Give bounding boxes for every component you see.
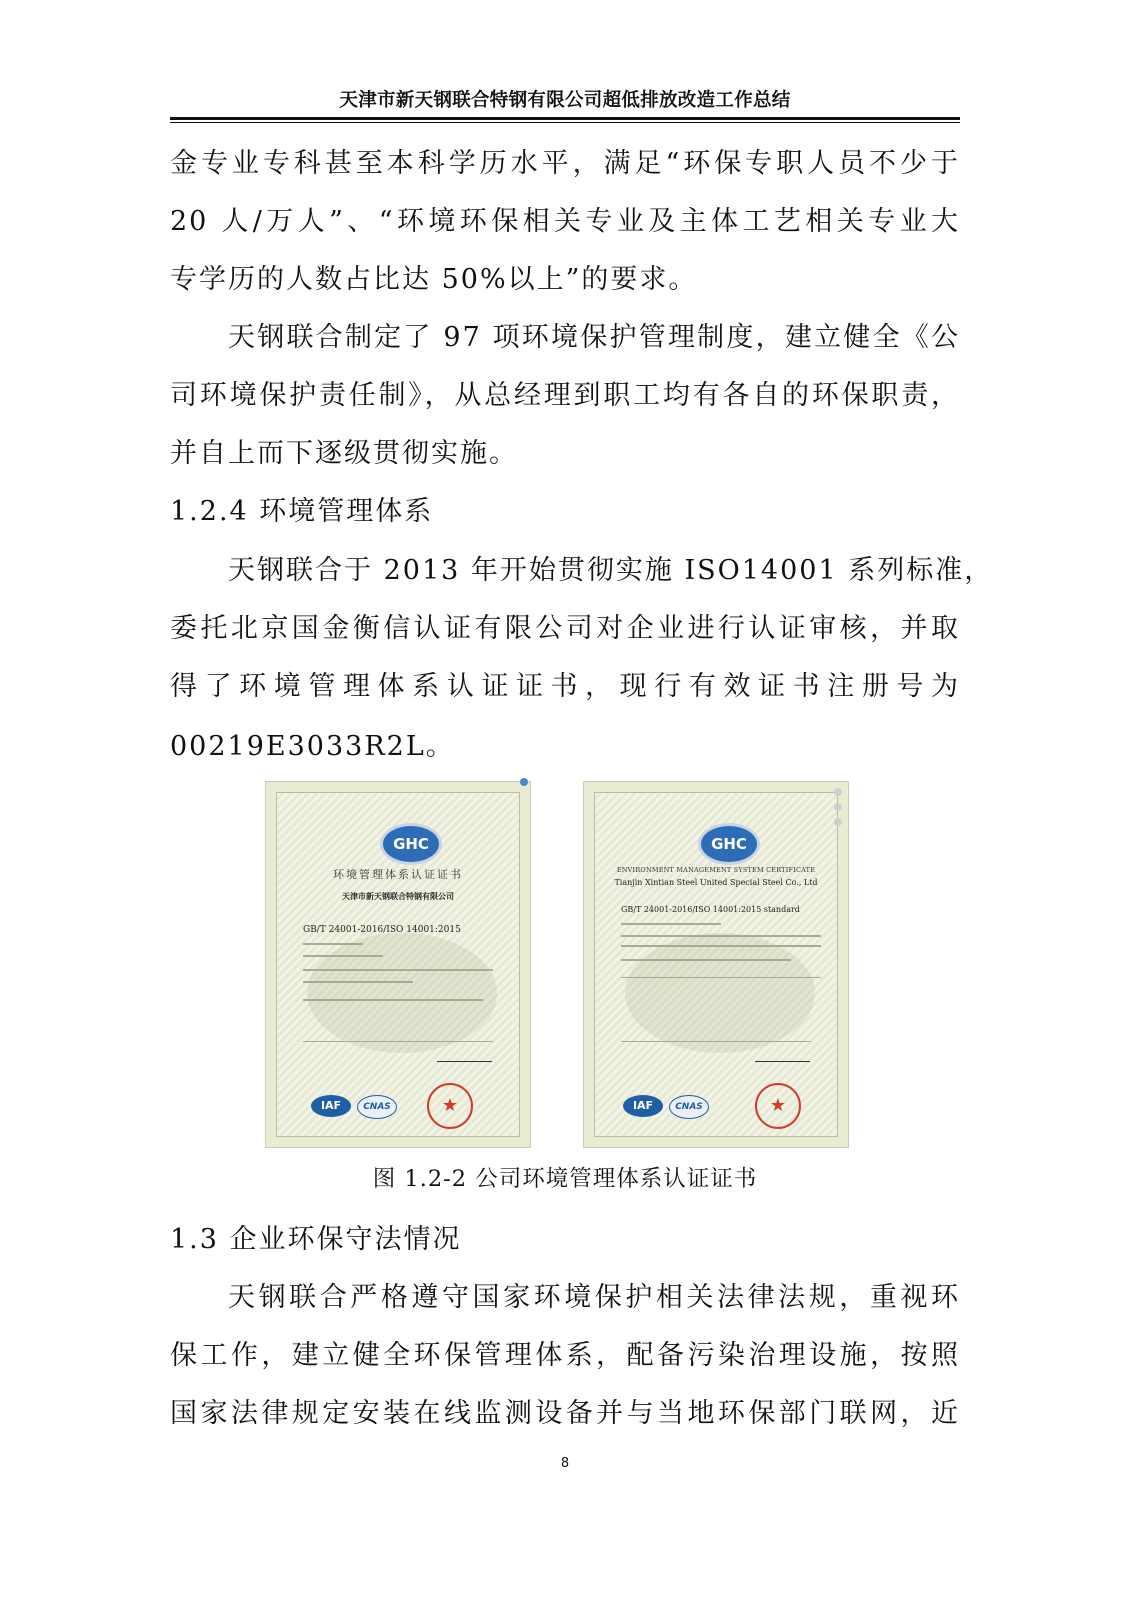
section-heading-1-3: 1.3 企业环保守法情况 [170,1224,462,1255]
image-tool-icon[interactable] [834,803,842,811]
certificate-text-line [303,999,483,1001]
red-seal-icon: ★ [427,1083,473,1129]
certificate-text-line [621,935,821,937]
certificate-organization: 天津市新天钢联合特钢有限公司 [342,891,454,901]
cnas-logo: CNAS [357,1095,397,1119]
certificate-text-line [303,1041,493,1042]
page-number: 8 [560,1456,570,1471]
body-line: 20 人/万人”、“环境环保相关专业及主体工艺相关专业大 [170,206,960,237]
certificate-text-line [621,923,721,925]
body-line: 金专业专科甚至本科学历水平，满足“环保专职人员不少于 [170,148,960,179]
document-header: 天津市新天钢联合特钢有限公司超低排放改造工作总结 [339,90,791,111]
image-handle-icon[interactable] [520,778,528,786]
certificate-text-line [621,959,791,961]
certificate-text-line [621,977,821,978]
certificate-text-line [303,955,383,957]
red-seal-icon: ★ [755,1083,801,1129]
image-tool-icon[interactable] [834,788,842,796]
header-rule-thick [170,117,960,120]
body-line: 保工作，建立健全环保管理体系，配备污染治理设施，按照 [170,1340,960,1371]
certificate-text-line [621,945,821,947]
certificate-frame [594,792,838,1137]
body-line: 委托北京国金衡信认证有限公司对企业进行认证审核，并取 [170,613,960,644]
body-line: 并自上而下逐级贯彻实施。 [170,438,518,469]
certificate-image-english [583,781,849,1148]
certificate-text-line [303,969,493,971]
certificate-standard: GB/T 24001-2016/ISO 14001:2015 standard [621,905,800,914]
body-line: 国家法律规定安装在线监测设备并与当地环保部门联网，近 [170,1398,960,1429]
body-line: 得了环境管理体系认证证书，现行有效证书注册号为 [170,671,960,702]
certificate-standard: GB/T 24001-2016/ISO 14001:2015 [303,925,461,935]
certificate-text-line [621,1041,811,1042]
certificate-title: 环境管理体系认证证书 [333,868,463,881]
certificate-title: ENVIRONMENT MANAGEMENT SYSTEM CERTIFICATE [616,866,816,874]
section-heading-1-2-4: 1.2.4 环境管理体系 [170,496,434,527]
certificate-image-chinese [265,781,531,1148]
world-map-watermark [625,933,815,1053]
header-rule-thin [170,122,960,123]
body-line: 天钢联合严格遵守国家环境保护相关法律法规，重视环 [228,1282,960,1313]
body-line: 司环境保护责任制》，从总经理到职工均有各自的环保职责， [170,380,960,411]
certificate-organization: Tianjin Xintian Steel United Special Steel Co., Ltd [614,878,818,887]
body-line: 天钢联合于 2013 年开始贯彻实施 ISO14001 系列标准， [228,555,994,586]
body-line: 专学历的人数占比达 50%以上”的要求。 [170,264,698,295]
certificate-text-line [303,943,363,945]
certificate-text-line [303,981,413,983]
world-map-watermark [307,933,497,1053]
cnas-logo: CNAS [669,1095,709,1119]
figure-caption: 图 1.2-2 公司环境管理体系认证证书 [372,1166,758,1192]
signature-line [755,1061,810,1062]
ghc-logo: GHC [380,823,442,865]
image-tool-icon[interactable] [834,818,842,826]
signature-line [437,1061,492,1062]
body-line: 天钢联合制定了 97 项环境保护管理制度，建立健全《公 [228,322,960,353]
certificate-frame [276,792,520,1137]
iaf-logo: IAF [311,1095,351,1117]
ghc-logo: GHC [698,823,760,865]
body-line: 00219E3033R2L。 [170,731,455,762]
iaf-logo: IAF [623,1095,663,1117]
